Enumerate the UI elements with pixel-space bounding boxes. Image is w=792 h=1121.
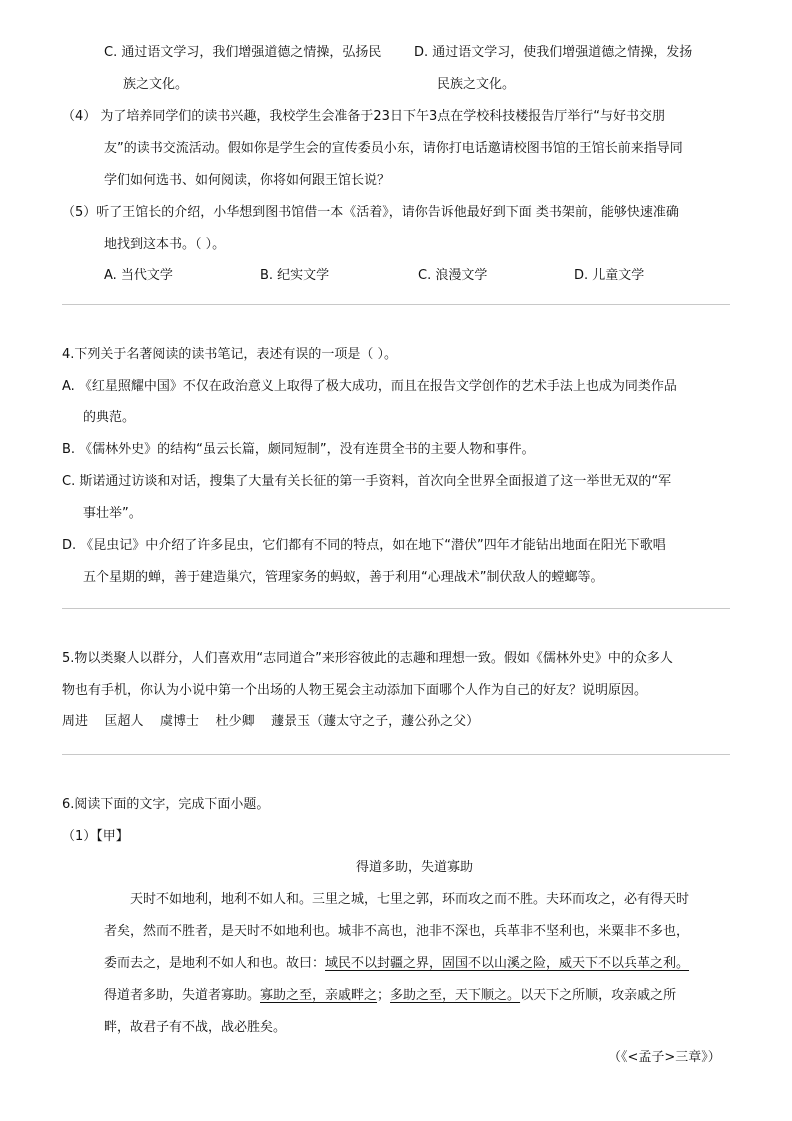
passage-source: （《<孟子>三章》）: [608, 1050, 721, 1065]
q4-option-a-line1: A. 《红星照耀中国》不仅在政治意义上取得了极大成功，而且在报告文学创作的艺术手法上也成为同类作品: [62, 379, 677, 394]
q3-part4-line3: 学们如何选书、如何阅读，你将如何跟王馆长说？: [104, 173, 391, 188]
passage-line4-tail: 以天下之所顺，攻亲戚之所: [520, 988, 677, 1003]
passage-line3-text: 委而去之，是地利不如人和也。故曰：: [104, 956, 326, 971]
passage-line1: 天时不如地利，地利不如人和。三里之城，七里之郭，环而攻之而不胜。夫环而攻之，必有得天时: [130, 892, 690, 907]
q5-candidates: 周进 匡超人 虞博士 杜少卿 蘧景玉（蘧太守之子，蘧公孙之父）: [62, 714, 480, 729]
q3-part4-line2: 友”的读书交流活动。假如你是学生会的宣传委员小东，请你打电话邀请校图书馆的王馆长前来指导同: [104, 141, 683, 156]
underlined-phrase-1: 寡助之至，亲戚畔之: [260, 988, 378, 1003]
q4-stem: 4.下列关于名著阅读的读书笔记，表述有误的一项是（ ）。: [62, 347, 398, 362]
option-d-line1: D. 通过语文学习，使我们增强道德之情操，发扬: [414, 45, 693, 60]
option-c-line1: C. 通过语文学习，我们增强道德之情操，弘扬民: [104, 45, 382, 60]
q4-option-d-line2: 五个星期的蝉，善于建造巢穴，管理家务的蚂蚁，善于利用“心理战术”制伏敌人的螳螂等。: [83, 570, 604, 585]
divider: [62, 754, 730, 755]
divider: [62, 608, 730, 609]
semicolon: ；: [377, 988, 391, 1003]
q3-part4-line1: （4） 为了培养同学们的读书兴趣，我校学生会准备于23日下午3点在学校科技楼报告厅举行“与好书交朋: [62, 109, 665, 124]
q4-option-d-line1: D. 《昆虫记》中介绍了许多昆虫，它们都有不同的特点，如在地下“潜伏”四年才能钻出地面在阳光下歌唱: [62, 538, 666, 553]
passage-line5: 畔，故君子有不战，战必胜矣。: [104, 1020, 287, 1035]
passage-line4: [104, 987, 676, 1005]
option-c-line2: 族之文化。: [123, 77, 189, 92]
passage-line2: 者矣，然而不胜者，是天时不如地利也。城非不高也，池非不深也，兵革非不坚利也，米粟非不多也，: [104, 924, 690, 939]
q5-line2: 物也有手机，你认为小说中第一个出场的人物王冕会主动添加下面哪个人作为自己的好友？说明原因。: [62, 683, 648, 698]
q4-option-a-line2: 的典范。: [83, 410, 136, 425]
underlined-phrase-2: 多助之至，天下顺之。: [390, 988, 521, 1003]
part5-option-a: A. 当代文学: [104, 268, 173, 283]
q3-part5-line2: 地找到这本书。（ ）。: [104, 237, 226, 252]
passage-title: 得道多助，失道寡助: [356, 860, 474, 875]
divider: [62, 304, 730, 305]
q3-part5-line1: （5）听了王馆长的介绍，小华想到图书馆借一本《活着》，请你告诉他最好到下面 类书架前，能够快速准确: [62, 205, 679, 220]
q6-subheading: （1）【甲】: [62, 829, 129, 844]
q6-stem: 6.阅读下面的文字，完成下面小题。: [62, 797, 270, 812]
q4-option-b: B. 《儒林外史》的结构“虽云长篇，颇同短制”，没有连贯全书的主要人物和事件。: [62, 442, 535, 457]
q4-option-c-line1: C. 斯诺通过访谈和对话，搜集了大量有关长征的第一手资料，首次向全世界全面报道了这一举世无双的“军: [62, 474, 672, 489]
passage-line4-text: 得道者多助，失道者寡助。: [104, 988, 261, 1003]
q5-line1: 5.物以类聚人以群分，人们喜欢用“志同道合”来形容彼此的志趣和理想一致。假如《儒林外史》中的众多人: [62, 651, 673, 666]
q4-option-c-line2: 事壮举”。: [83, 506, 142, 521]
part5-option-c: C. 浪漫文学: [418, 268, 488, 283]
part5-option-d: D. 儿童文学: [574, 268, 645, 283]
part5-option-b: B. 纪实文学: [260, 268, 330, 283]
underlined-quote: 域民不以封疆之界，固国不以山溪之险，威天下不以兵革之利。: [325, 956, 690, 971]
option-d-line2: 民族之文化。: [437, 77, 516, 92]
passage-line3: [104, 955, 689, 973]
